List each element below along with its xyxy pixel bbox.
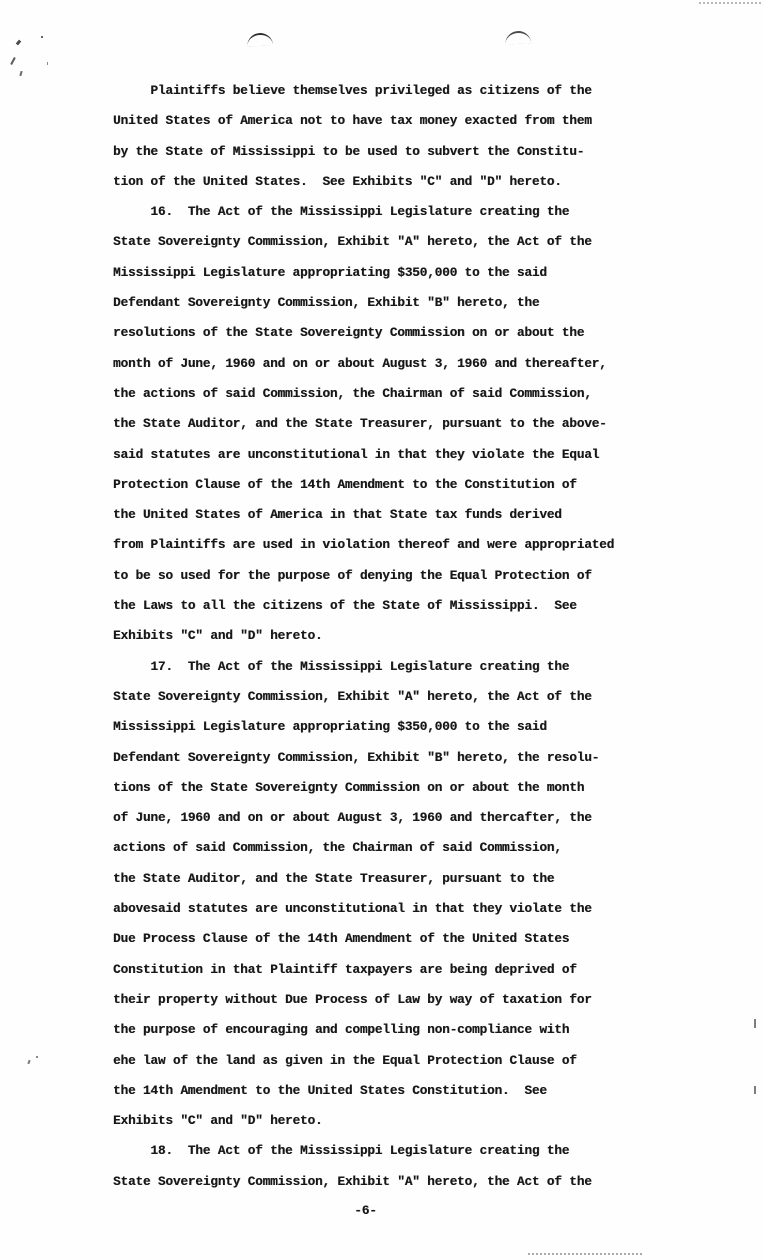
text-line: the State Auditor, and the State Treasurer, pursuant to the above- [113,416,607,432]
text-line: 17. The Act of the Mississippi Legislature creating the [113,658,570,674]
scan-edge-tick [754,1086,756,1094]
text-line: Mississippi Legislature appropriating $350,000 to the said [113,264,547,280]
text-line: Exhibits "C" and "D" hereto. [113,628,323,644]
page-number: -6- [354,1203,377,1218]
scan-arc-mark-left [247,33,273,47]
text-line: Due Process Clause of the 14th Amendment of the United States [113,931,570,947]
text-line: Defendant Sovereignty Commission, Exhibit "B" hereto, the resolu- [113,749,600,765]
text-line: 16. The Act of the Mississippi Legislature creating the [113,204,570,220]
text-line: of June, 1960 and on or about August 3, 1960 and thercafter, the [113,810,592,826]
scan-speck [19,71,22,76]
text-line: the 14th Amendment to the United States Constitution. See [113,1082,547,1098]
text-line: State Sovereignty Commission, Exhibit "A" hereto, the Act of the [113,234,592,250]
text-line: their property without Due Process of Law by way of taxation for [113,991,592,1007]
text-line: the Laws to all the citizens of the State of Mississippi. See [113,598,577,614]
text-line: tion of the United States. See Exhibits "C" and "D" hereto. [113,173,562,189]
text-line: the State Auditor, and the State Treasurer, pursuant to the [113,870,555,886]
scan-speck [27,1060,30,1064]
text-line: tions of the State Sovereignty Commission on or about the month [113,779,585,795]
text-line: Plaintiffs believe themselves privileged as citizens of the [113,83,592,98]
scan-speck [16,40,22,46]
document-body [113,76,653,1197]
scan-speck [41,36,43,38]
text-line: Exhibits "C" and "D" hereto. [113,1113,323,1129]
scan-speck [47,62,48,65]
text-line: United States of America not to have tax money exacted from them [113,113,592,129]
text-line: to be so used for the purpose of denying the Equal Protection of [113,567,592,583]
text-line: Mississippi Legislature appropriating $350,000 to the said [113,719,547,735]
text-line: the actions of said Commission, the Chairman of said Commission, [113,385,592,401]
scan-speck [36,1056,38,1058]
text-line: Constitution in that Plaintiff taxpayers are being deprived of [113,961,577,977]
text-line: abovesaid statutes are unconstitutional in that they violate the [113,901,592,917]
text-line: by the State of Mississippi to be used to subvert the Constitu- [113,143,585,159]
text-line: the purpose of encouraging and compelling non-compliance with [113,1022,570,1038]
text-line: said statutes are unconstitutional in that they violate the Equal [113,446,600,462]
text-line: Defendant Sovereignty Commission, Exhibit "B" hereto, the [113,295,540,311]
scan-arc-mark-right [505,30,532,44]
text-line: actions of said Commission, the Chairman of said Commission, [113,840,562,856]
text-line: from Plaintiffs are used in violation thereof and were appropriated [113,537,615,553]
scan-dotted-edge-top [699,2,761,4]
scan-dotted-edge-bottom [528,1253,642,1255]
scan-speck [10,57,16,65]
text-line: State Sovereignty Commission, Exhibit "A" hereto, the Act of the [113,688,592,704]
text-line: Protection Clause of the 14th Amendment to the Constitution of [113,476,577,492]
text-line: 18. The Act of the Mississippi Legislature creating the [113,1143,570,1159]
scan-edge-tick [754,1019,756,1028]
text-line: resolutions of the State Sovereignty Commission on or about the [113,325,585,341]
text-line: the United States of America in that State tax funds derived [113,507,562,523]
text-line: month of June, 1960 and on or about August 3, 1960 and thereafter, [113,355,607,371]
text-line: ehe law of the land as given in the Equal Protection Clause of [113,1052,577,1068]
text-line: State Sovereignty Commission, Exhibit "A" hereto, the Act of the [113,1173,592,1189]
